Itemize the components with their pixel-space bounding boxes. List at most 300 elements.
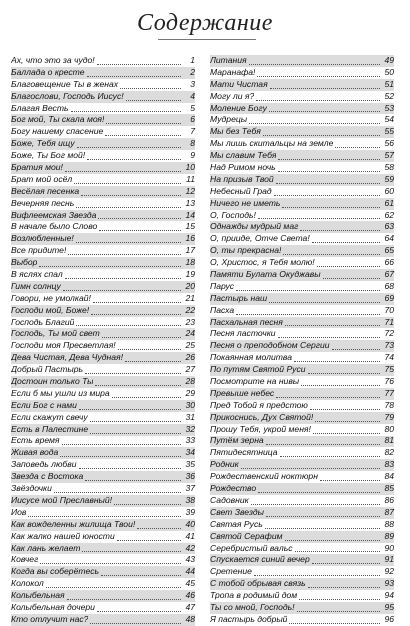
dot-leader bbox=[97, 64, 181, 65]
toc-entry-page: 30 bbox=[185, 399, 195, 410]
toc-entry-page: 74 bbox=[384, 352, 394, 363]
toc-entry-page: 13 bbox=[185, 197, 195, 208]
toc-entry-page: 69 bbox=[384, 292, 394, 303]
toc-entry[interactable] bbox=[11, 614, 195, 626]
toc-entry-page: 35 bbox=[185, 459, 195, 470]
toc-entry[interactable] bbox=[11, 67, 195, 79]
toc-entry[interactable] bbox=[210, 138, 394, 150]
toc-entry-page: 8 bbox=[190, 138, 195, 149]
toc-entry-page: 57 bbox=[384, 150, 394, 161]
toc-entry-title: Мудрецы bbox=[210, 114, 248, 125]
toc-entry-title: Тропа в родимый дом bbox=[210, 590, 298, 601]
dot-leader bbox=[278, 159, 380, 160]
toc-entry-title: Выбор bbox=[11, 257, 38, 268]
dot-leader bbox=[313, 433, 380, 434]
dot-leader bbox=[39, 266, 181, 267]
toc-entry-page: 40 bbox=[185, 518, 195, 529]
toc-entry[interactable] bbox=[210, 590, 394, 602]
toc-entry[interactable] bbox=[210, 293, 394, 305]
toc-entry-page: 32 bbox=[185, 423, 195, 434]
toc-entry-page: 4 bbox=[190, 90, 195, 101]
dot-leader bbox=[266, 444, 380, 445]
toc-entry[interactable] bbox=[210, 531, 394, 543]
toc-entry-page: 61 bbox=[384, 197, 394, 208]
toc-entry[interactable] bbox=[210, 376, 394, 388]
toc-entry[interactable] bbox=[210, 221, 394, 233]
toc-entry[interactable] bbox=[11, 328, 195, 340]
toc-entry-title: Если б мы ушли из мира bbox=[11, 387, 110, 398]
toc-entry-page: 43 bbox=[185, 554, 195, 565]
toc-entry-page: 59 bbox=[384, 173, 394, 184]
dot-leader bbox=[263, 135, 380, 136]
toc-entry-title: Серебристый вальс bbox=[210, 542, 293, 553]
toc-entry-page: 16 bbox=[185, 233, 195, 244]
toc-entry[interactable] bbox=[11, 233, 195, 245]
toc-entry-page: 37 bbox=[185, 483, 195, 494]
dot-leader bbox=[120, 88, 181, 89]
toc-entry[interactable] bbox=[210, 495, 394, 507]
toc-entry-page: 31 bbox=[185, 411, 195, 422]
toc-entry-page: 93 bbox=[384, 578, 394, 589]
toc-entry[interactable] bbox=[210, 150, 394, 162]
toc-entry[interactable] bbox=[11, 424, 195, 436]
toc-entry-page: 52 bbox=[384, 90, 394, 101]
toc-entry-title: Вифлеемская Звезда bbox=[11, 209, 97, 220]
dot-leader bbox=[266, 516, 380, 517]
dot-leader bbox=[310, 409, 380, 410]
dot-leader bbox=[258, 492, 380, 493]
dot-leader bbox=[81, 195, 181, 196]
dot-leader bbox=[93, 302, 181, 303]
toc-entry-page: 19 bbox=[185, 269, 195, 280]
toc-entry-page: 79 bbox=[384, 411, 394, 422]
toc-entry[interactable] bbox=[210, 566, 394, 578]
toc-entry[interactable] bbox=[210, 317, 394, 329]
dot-leader bbox=[294, 361, 380, 362]
dot-leader bbox=[101, 575, 181, 576]
toc-entry-title: Моление Богу bbox=[210, 102, 267, 113]
toc-entry[interactable] bbox=[11, 293, 195, 305]
dot-leader bbox=[28, 516, 181, 517]
toc-entry-title: Покаянная молитва bbox=[210, 352, 292, 363]
toc-entry[interactable] bbox=[11, 519, 195, 531]
toc-entry-page: 78 bbox=[384, 399, 394, 410]
dot-leader bbox=[300, 230, 380, 231]
dot-leader bbox=[249, 123, 380, 124]
dot-leader bbox=[82, 551, 181, 552]
toc-entry[interactable] bbox=[11, 412, 195, 424]
dot-leader bbox=[76, 242, 181, 243]
toc-entry[interactable] bbox=[11, 55, 195, 67]
toc-entry-title: Мы без Тебя bbox=[210, 126, 261, 137]
toc-entry-title: Могу ли я? bbox=[210, 90, 255, 101]
dot-leader bbox=[269, 111, 380, 112]
toc-entry[interactable] bbox=[11, 459, 195, 471]
toc-entry-title: Ничего не иметь bbox=[210, 197, 281, 208]
toc-entry-title: Боже, Ты Бог мой! bbox=[11, 150, 86, 161]
toc-entry[interactable] bbox=[210, 412, 394, 424]
toc-entry[interactable] bbox=[11, 566, 195, 578]
dot-leader bbox=[236, 290, 380, 291]
toc-entry-title: Мы лишь скитальцы на земле bbox=[210, 138, 334, 149]
toc-entry[interactable] bbox=[210, 114, 394, 126]
dot-leader bbox=[335, 147, 380, 148]
dot-leader bbox=[251, 504, 380, 505]
toc-entry[interactable] bbox=[210, 328, 394, 340]
toc-entry[interactable] bbox=[210, 91, 394, 103]
toc-entry-title: Песня ласточки bbox=[210, 328, 276, 339]
toc-entry-title: Прошу Тебя, укрой меня! bbox=[210, 423, 311, 434]
toc-entry[interactable] bbox=[11, 103, 195, 115]
dot-leader bbox=[276, 397, 380, 398]
toc-entry[interactable] bbox=[11, 210, 195, 222]
toc-entry-title: Рождественский ноктюрн bbox=[210, 471, 318, 482]
dot-leader bbox=[60, 456, 181, 457]
toc-entry-title: Колыбельная bbox=[11, 590, 65, 601]
toc-entry[interactable] bbox=[210, 364, 394, 376]
toc-entry-title: Посмотрите на нивы bbox=[210, 376, 300, 387]
toc-entry-page: 5 bbox=[190, 102, 195, 113]
toc-entry[interactable] bbox=[11, 590, 195, 602]
toc-entry-page: 95 bbox=[384, 601, 394, 612]
toc-entry-page: 27 bbox=[185, 364, 195, 375]
toc-entry-page: 12 bbox=[185, 185, 195, 196]
toc-entry[interactable] bbox=[11, 352, 195, 364]
toc-entry-title: Звезда с Востока bbox=[11, 471, 84, 482]
dot-leader bbox=[283, 254, 380, 255]
title-underline bbox=[158, 39, 256, 40]
toc-entry[interactable] bbox=[210, 447, 394, 459]
toc-entry-title: Пастырь наш bbox=[210, 292, 268, 303]
toc-entry-page: 58 bbox=[384, 162, 394, 172]
toc-entry-title: По путям Святой Руси bbox=[210, 364, 306, 375]
toc-entry-title: Путём зерна bbox=[210, 435, 264, 446]
toc-entry-title: Ах, что это за чудо! bbox=[11, 54, 95, 65]
toc-entry-title: Иов bbox=[11, 506, 27, 517]
toc-entry-page: 85 bbox=[384, 483, 394, 494]
toc-entry[interactable] bbox=[11, 578, 195, 590]
toc-entry[interactable] bbox=[210, 233, 394, 245]
toc-entry-page: 60 bbox=[384, 185, 394, 196]
toc-entry-page: 33 bbox=[185, 435, 195, 446]
dot-leader bbox=[77, 147, 181, 148]
toc-entry[interactable] bbox=[11, 186, 195, 198]
toc-entry-page: 64 bbox=[384, 233, 394, 244]
toc-entry-title: О, ты прекрасна! bbox=[210, 245, 282, 256]
toc-entry-title: Прикоснись, Дух Святой! bbox=[210, 411, 314, 422]
dot-leader bbox=[269, 302, 380, 303]
toc-entry-title: С тобой обрывая связь bbox=[210, 578, 306, 589]
toc-entry[interactable] bbox=[210, 79, 394, 91]
dot-leader bbox=[317, 266, 380, 267]
dot-leader bbox=[276, 183, 380, 184]
toc-entry[interactable] bbox=[210, 126, 394, 138]
toc-entry-page: 25 bbox=[185, 340, 195, 351]
toc-entry[interactable] bbox=[210, 352, 394, 364]
dot-leader bbox=[295, 551, 380, 552]
toc-entry-page: 84 bbox=[384, 471, 394, 482]
toc-entry-page: 20 bbox=[185, 280, 195, 291]
toc-entry-page: 67 bbox=[384, 269, 394, 280]
dot-leader bbox=[249, 64, 380, 65]
dot-leader bbox=[285, 325, 380, 326]
toc-entry-page: 15 bbox=[185, 221, 195, 232]
toc-entry-page: 6 bbox=[190, 114, 195, 125]
dot-leader bbox=[85, 480, 181, 481]
toc-entry[interactable] bbox=[11, 114, 195, 126]
dot-leader bbox=[299, 599, 380, 600]
toc-entry-title: Если скажут свечу bbox=[11, 411, 88, 422]
toc-entry[interactable] bbox=[210, 483, 394, 495]
toc-entry[interactable] bbox=[210, 186, 394, 198]
toc-entry[interactable] bbox=[11, 507, 195, 519]
toc-entry-title: Как вожделенны жилища Твои! bbox=[11, 518, 136, 529]
dot-leader bbox=[254, 575, 380, 576]
dot-leader bbox=[323, 278, 380, 279]
dot-leader bbox=[79, 468, 181, 469]
toc-entry-page: 76 bbox=[384, 376, 394, 387]
toc-entry-title: Ты со мной, Господь! bbox=[210, 601, 295, 612]
toc-entry-title: Весёлая песенка bbox=[11, 185, 80, 196]
toc-entry[interactable] bbox=[11, 495, 195, 507]
toc-entry[interactable] bbox=[11, 531, 195, 543]
toc-entry-page: 53 bbox=[384, 102, 394, 113]
contents-column-left bbox=[11, 55, 195, 626]
toc-entry-page: 3 bbox=[190, 78, 195, 89]
toc-entry[interactable] bbox=[210, 210, 394, 222]
toc-entry-page: 70 bbox=[384, 304, 394, 315]
dot-leader bbox=[97, 611, 181, 612]
toc-entry[interactable] bbox=[11, 305, 195, 317]
toc-entry-page: 55 bbox=[384, 126, 394, 137]
toc-entry-title: О, прииде, Отче Света! bbox=[210, 233, 310, 244]
toc-entry[interactable] bbox=[11, 388, 195, 400]
toc-entry-page: 88 bbox=[384, 518, 394, 529]
dot-leader bbox=[63, 290, 181, 291]
dot-leader bbox=[46, 587, 181, 588]
toc-entry-title: Я пастырь добрый bbox=[210, 613, 288, 624]
toc-entry[interactable] bbox=[11, 543, 195, 555]
toc-entry-title: Возлюбленные! bbox=[11, 233, 74, 244]
toc-entry-page: 82 bbox=[384, 447, 394, 458]
toc-entry-title: Господи моя Пресветлая! bbox=[11, 340, 116, 351]
dot-leader bbox=[118, 349, 181, 350]
dot-leader bbox=[98, 218, 181, 219]
toc-entry[interactable] bbox=[210, 554, 394, 566]
toc-entry[interactable] bbox=[210, 162, 394, 174]
toc-entry[interactable] bbox=[210, 400, 394, 412]
toc-entry-page: 71 bbox=[384, 316, 394, 327]
dot-leader bbox=[40, 563, 181, 564]
toc-entry[interactable] bbox=[11, 376, 195, 388]
toc-entry-title: Ковчег bbox=[11, 554, 39, 565]
dot-leader bbox=[74, 183, 181, 184]
page-title: Содержание bbox=[137, 10, 273, 36]
toc-entry-page: 92 bbox=[384, 566, 394, 577]
toc-entry-page: 29 bbox=[185, 387, 195, 398]
toc-entry-page: 18 bbox=[185, 257, 195, 268]
toc-entry-title: Заповедь любви bbox=[11, 459, 77, 470]
dot-leader bbox=[256, 100, 380, 101]
dot-leader bbox=[95, 385, 181, 386]
toc-entry[interactable] bbox=[11, 317, 195, 329]
dot-leader bbox=[79, 409, 181, 410]
toc-entry-title: Иисусе мой Преславный! bbox=[11, 494, 113, 505]
dot-leader bbox=[65, 171, 181, 172]
toc-entry-page: 10 bbox=[185, 162, 195, 172]
toc-entry[interactable] bbox=[210, 245, 394, 257]
toc-entry-page: 62 bbox=[384, 209, 394, 220]
toc-entry-title: Рождество bbox=[210, 483, 257, 494]
toc-entry-title: Достоин только Ты bbox=[11, 376, 94, 387]
dot-leader bbox=[106, 123, 181, 124]
dot-leader bbox=[117, 540, 181, 541]
toc-entry[interactable] bbox=[210, 257, 394, 269]
toc-entry-title: Небесный Град bbox=[210, 185, 272, 196]
toc-entry-title: Благослови, Господь Иисус! bbox=[11, 90, 124, 101]
toc-entry[interactable] bbox=[210, 55, 394, 67]
toc-entry-page: 1 bbox=[190, 54, 195, 65]
toc-entry-page: 39 bbox=[185, 506, 195, 517]
toc-entry[interactable] bbox=[11, 245, 195, 257]
toc-entry-title: Колокол bbox=[11, 578, 44, 589]
toc-entry-page: 24 bbox=[185, 328, 195, 339]
toc-entry-page: 81 bbox=[384, 435, 394, 446]
toc-entry[interactable] bbox=[11, 340, 195, 352]
toc-entry-title: Пред Тобой я предстою bbox=[210, 399, 308, 410]
dot-leader bbox=[76, 207, 181, 208]
toc-entry[interactable] bbox=[210, 269, 394, 281]
toc-entry[interactable] bbox=[210, 174, 394, 186]
toc-entry-title: Кто отлучит нас? bbox=[11, 613, 89, 624]
toc-entry[interactable] bbox=[210, 602, 394, 614]
toc-entry[interactable] bbox=[210, 436, 394, 448]
toc-entry-title: Памяти Булата Окуджавы bbox=[210, 269, 321, 280]
toc-entry[interactable] bbox=[11, 400, 195, 412]
toc-entry-page: 77 bbox=[384, 387, 394, 398]
toc-entry[interactable] bbox=[210, 103, 394, 115]
toc-entry[interactable] bbox=[11, 281, 195, 293]
dot-leader bbox=[301, 385, 380, 386]
toc-entry[interactable] bbox=[210, 198, 394, 210]
toc-entry[interactable] bbox=[11, 138, 195, 150]
toc-entry-title: Святой Серафим bbox=[210, 530, 283, 541]
toc-entry[interactable] bbox=[210, 340, 394, 352]
dot-leader bbox=[91, 314, 181, 315]
toc-entry[interactable] bbox=[11, 79, 195, 91]
toc-entry-page: 83 bbox=[384, 459, 394, 470]
toc-entry-page: 89 bbox=[384, 530, 394, 541]
dot-leader bbox=[90, 623, 181, 624]
toc-entry-title: Господь Благий bbox=[11, 316, 75, 327]
toc-entry[interactable] bbox=[11, 471, 195, 483]
dot-leader bbox=[87, 159, 181, 160]
toc-entry-page: 87 bbox=[384, 506, 394, 517]
toc-entry[interactable] bbox=[11, 257, 195, 269]
toc-entry[interactable] bbox=[210, 471, 394, 483]
toc-entry-title: Мати Чистая bbox=[210, 78, 268, 89]
toc-entry-title: Братия мои! bbox=[11, 162, 63, 172]
toc-entry[interactable] bbox=[210, 281, 394, 293]
toc-entry-page: 14 bbox=[185, 209, 195, 220]
dot-leader bbox=[308, 587, 380, 588]
toc-entry[interactable] bbox=[11, 364, 195, 376]
dot-leader bbox=[258, 218, 380, 219]
toc-entry-title: Благовещение Ты в женах bbox=[11, 78, 119, 89]
dot-leader bbox=[297, 611, 380, 612]
toc-entry-title: Святая Русь bbox=[210, 518, 263, 529]
toc-entry[interactable] bbox=[11, 447, 195, 459]
dot-leader bbox=[126, 100, 181, 101]
toc-entry-title: В яслях спал bbox=[11, 269, 63, 280]
dot-leader bbox=[312, 563, 380, 564]
dot-leader bbox=[332, 349, 380, 350]
toc-entry-title: Боже, Тебя ищу bbox=[11, 138, 75, 149]
toc-entry-title: Господи мой, Боже! bbox=[11, 304, 90, 315]
toc-entry-page: 36 bbox=[185, 471, 195, 482]
toc-entry[interactable] bbox=[210, 388, 394, 400]
toc-entry[interactable] bbox=[11, 269, 195, 281]
toc-entry[interactable] bbox=[11, 602, 195, 614]
toc-entry-title: Песня о преподобном Сергии bbox=[210, 340, 330, 351]
toc-entry-title: Гимн солнцу bbox=[11, 280, 61, 291]
toc-entry-page: 91 bbox=[384, 554, 394, 565]
toc-entry-page: 11 bbox=[186, 173, 195, 184]
toc-entry[interactable] bbox=[210, 578, 394, 590]
toc-entry[interactable] bbox=[11, 126, 195, 138]
toc-entry-title: Все придите! bbox=[11, 245, 67, 256]
toc-entry-title: Бог мой, Ты скала моя! bbox=[11, 114, 105, 125]
toc-entry[interactable] bbox=[210, 519, 394, 531]
toc-entry-title: Над Римом ночь bbox=[210, 162, 276, 172]
toc-entry[interactable] bbox=[210, 543, 394, 555]
toc-entry[interactable] bbox=[11, 150, 195, 162]
dot-leader bbox=[65, 278, 181, 279]
toc-entry[interactable] bbox=[210, 507, 394, 519]
toc-entry-title: Благая Весть bbox=[11, 102, 69, 113]
toc-entry-page: 63 bbox=[384, 221, 394, 232]
toc-entry[interactable] bbox=[210, 67, 394, 79]
toc-entry[interactable] bbox=[210, 459, 394, 471]
toc-entry-page: 9 bbox=[190, 150, 195, 161]
toc-entry[interactable] bbox=[210, 305, 394, 317]
dot-leader bbox=[102, 337, 181, 338]
toc-entry[interactable] bbox=[210, 614, 394, 626]
toc-entry[interactable] bbox=[210, 424, 394, 436]
toc-entry-page: 75 bbox=[384, 364, 394, 375]
toc-entry-title: Сретение bbox=[210, 566, 252, 577]
toc-entry-title: Пасхальная песня bbox=[210, 316, 283, 327]
toc-entry[interactable] bbox=[11, 162, 195, 174]
toc-entry-title: О, Христос, я Тебя молю! bbox=[210, 257, 315, 268]
toc-entry[interactable] bbox=[11, 198, 195, 210]
toc-entry[interactable] bbox=[11, 554, 195, 566]
toc-entry-title: Если Бог с нами bbox=[11, 399, 77, 410]
dot-leader bbox=[265, 528, 380, 529]
toc-entry[interactable] bbox=[11, 436, 195, 448]
toc-entry[interactable] bbox=[11, 483, 195, 495]
dot-leader bbox=[68, 254, 181, 255]
toc-entry[interactable] bbox=[11, 91, 195, 103]
dot-leader bbox=[114, 504, 181, 505]
dot-leader bbox=[282, 207, 380, 208]
dot-leader bbox=[87, 76, 181, 77]
toc-entry[interactable] bbox=[11, 221, 195, 233]
toc-entry[interactable] bbox=[11, 174, 195, 186]
toc-entry-title: На призыв Твой bbox=[210, 173, 274, 184]
toc-entry-title: Живая вода bbox=[11, 447, 59, 458]
toc-entry-page: 56 bbox=[384, 138, 394, 149]
